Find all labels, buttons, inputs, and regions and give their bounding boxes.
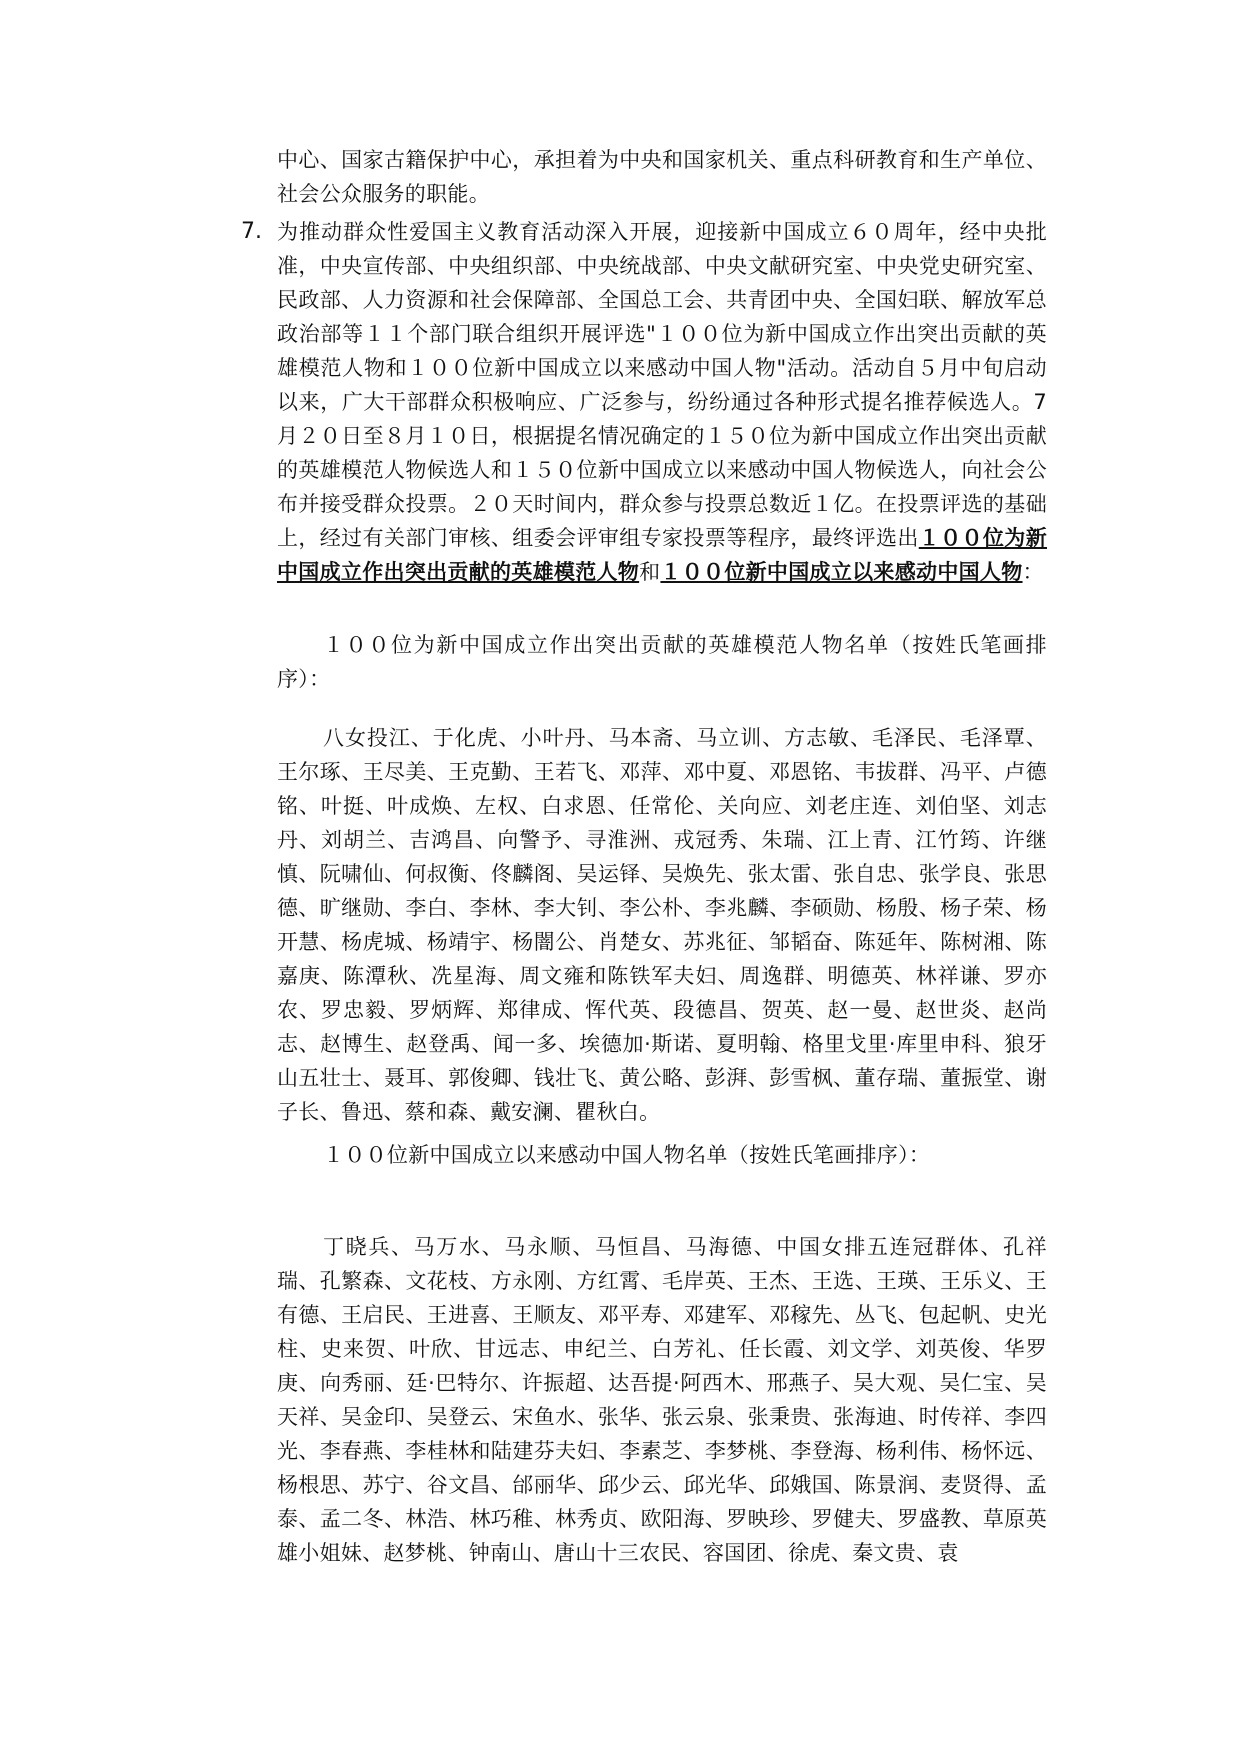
intro-paragraph: 中心、国家古籍保护中心，承担着为中央和国家机关、重点科研教育和生产单位、社会公众服务的职能。 <box>277 148 1047 206</box>
item-7-ending: ： <box>1022 560 1044 584</box>
touching-people-name-list: 丁晓兵、马万水、马永顺、马恒昌、马海德、中国女排五连冠群体、孔祥瑞、孔繁森、文花枝、方永刚、方红霄、毛岸英、王杰、王选、王瑛、王乐义、王有德、王启民、王进喜、王顺友、邓平寿、邓建军、邓稼先、丛飞、包起帆、史光柱、史来贺、叶欣、甘远志、申纪兰、白芳礼、任长霞、刘文学、刘英俊、华罗庚、向秀丽、廷·巴特尔、许振超、达吾提·阿西木、邢燕子、吴大观、吴仁宝、吴天祥、吴金印、吴登云、宋鱼水、张华、张云泉、张秉贵、张海迪、时传祥、李四光、李春燕、李桂林和陆建芬夫妇、李素芝、李梦桃、李登海、杨利伟、杨怀远、杨根思、苏宁、谷文昌、邰丽华、邱少云、邱光华、邱娥国、陈景润、麦贤得、孟泰、孟二冬、林浩、林巧稚、林秀贞、欧阳海、罗映珍、罗健夫、罗盛教、草原英雄小姐妹、赵梦桃、钟南山、唐山十三农民、容国团、徐虎、秦文贵、袁 <box>277 1235 1047 1565</box>
item-7-paragraph <box>277 215 1047 589</box>
heroes-name-list: 八女投江、于化虎、小叶丹、马本斋、马立训、方志敏、毛泽民、毛泽覃、王尔琢、王尽美、王克勤、王若飞、邓萍、邓中夏、邓恩铭、韦拔群、冯平、卢德铭、叶挺、叶成焕、左权、白求恩、任常伦、关向应、刘老庄连、刘伯坚、刘志丹、刘胡兰、吉鸿昌、向警予、寻淮洲、戎冠秀、朱瑞、江上青、江竹筠、许继慎、阮啸仙、何叔衡、佟麟阁、吴运铎、吴焕先、张太雷、张自忠、张学良、张思德、旷继勋、李白、李林、李大钊、李公朴、李兆麟、李硕勋、杨殷、杨子荣、杨开慧、杨虎城、杨靖宇、杨闇公、肖楚女、苏兆征、邹韬奋、陈延年、陈树湘、陈嘉庚、陈潭秋、冼星海、周文雍和陈铁军夫妇、周逸群、明德英、林祥谦、罗亦农、罗忠毅、罗炳辉、郑律成、恽代英、段德昌、贺英、赵一曼、赵世炎、赵尚志、赵博生、赵登禹、闻一多、埃德加·斯诺、夏明翰、格里戈里·库里申科、狼牙山五壮士、聂耳、郭俊卿、钱壮飞、黄公略、彭湃、彭雪枫、董存瑞、董振堂、谢子长、鲁迅、蔡和森、戴安澜、瞿秋白。 <box>277 726 1047 1124</box>
heroes-list-title: １００位为新中国成立作出突出贡献的英雄模范人物名单（按姓氏笔画排序）： <box>277 633 1047 691</box>
highlight-heroes: １００位为新中国成立作出突出贡献的英雄模范人物 <box>277 526 1047 584</box>
item-number: 7. <box>241 219 262 244</box>
connector-text: 和 <box>639 560 661 584</box>
item-7-text: 为推动群众性爱国主义教育活动深入开展，迎接新中国成立６０周年，经中央批准，中央宣传部、中央组织部、中央统战部、中央文献研究室、中央党史研究室、民政部、人力资源和社会保障部、全国总工会、共青团中央、全国妇联、解放军总政治部等１１个部门联合组织开展评选"１００位为新中国成立作出突出贡献的英雄模范人物和１００位新中国成立以来感动中国人物"活动。活动自５月中旬启动以来，广大干部群众积极响应、广泛参与，纷纷通过各种形式提名推荐候选人。7月２０日至８月１０日，根据提名情况确定的１５０位为新中国成立作出突出贡献的英雄模范人物候选人和１５０位新中国成立以来感动中国人物候选人，向社会公布并接受群众投票。２０天时间内，群众参与投票总数近１亿。在投票评选的基础上，经过有关部门审核、组委会评审组专家投票等程序，最终评选出 <box>277 220 1047 550</box>
highlight-touching-people: １００位新中国成立以来感动中国人物 <box>660 560 1023 584</box>
touching-people-list-title: １００位新中国成立以来感动中国人物名单（按姓氏笔画排序）： <box>323 1143 931 1167</box>
